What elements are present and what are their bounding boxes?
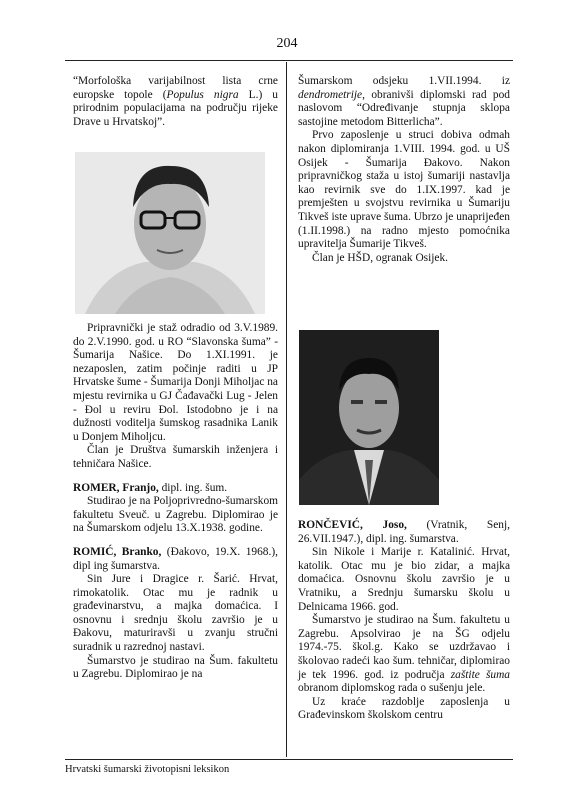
right-column-top <box>298 75 510 265</box>
roncevic-study <box>298 614 510 696</box>
romic-membership: Član je HŠD, ogranak Osijek. <box>312 251 449 264</box>
header-rule <box>65 60 513 61</box>
page-number: 204 <box>276 36 298 51</box>
career-paragraph: Pripravnički je staž odradio od 3.V.1989. do 2.V.1990. god. u RO “Slavonska šuma” - Šumarija Našice. Do 1.XI.1991. je nezaposlen, zatim počinje raditi u JP Hrvatske šume - Šumarija Donji Miholjac na mjestu revirnika u GJ Čađavački Lug - Jelen - Đol u reviru Đol. Istodobno je i na dužnosti voditelja šumskog rasadnika Lanik u Donjem Miholjcu. <box>73 322 278 443</box>
romer-entry-heading <box>73 482 278 496</box>
left-column-main <box>73 322 278 682</box>
portrait-photo-roncevic <box>299 330 439 505</box>
species-name: Populus nigra <box>166 88 239 101</box>
study-tail-text: Šumarskom odsjeku 1.VII.1994. iz <box>298 75 510 87</box>
romic-family: Sin Jure i Dragice r. Šarić. Hrvat, rimokatolik. Otac mu je radnik u građevinarstvu, a majka domaćica. I osnovnu i srednju školu završio je u Đakovu, maturiravši u zvanju stručni suradnik u razrednoj nastavi. <box>73 573 278 654</box>
romic-entry-heading <box>73 546 278 573</box>
portrait-photo-romer <box>75 152 265 314</box>
roncevic-study-text: Šumarstvo je studirao na Šum. fakultetu u Zagrebu. Apsolvirao je na ŠG odjelu 1974.-75. škol.g. Kako se uzdržavao i školovao radeći kao šum. tehničar, diplomirao je tek 1996. god. iz područja <box>298 614 510 681</box>
romic-career: Prvo zaposlenje u struci dobiva odmah nakon diplomiranja 1.VIII. 1994. god. u UŠ Osijek - Šumarija Đakovo. Nakon pripravničkog staža u istoj šumariji nastavlja kao revirnik sve do 1.IX.1997. kad je premješten u svojstvu revirnika u Šumariju Tikveš iste uprave šuma. Ubrzo je unapriјeđen (1.II.1998.) na radno mjesto pomoćnika upravitelja Šumarije Tikveš. <box>298 129 510 251</box>
right-column-main <box>298 519 510 723</box>
column-divider <box>286 62 287 757</box>
roncevic-study-emphasis: zaštite šuma <box>450 668 510 681</box>
roncevic-name: RONČEVIĆ, Joso, <box>298 519 407 531</box>
romer-text: Studirao je na Poljoprivredno-šumarskom fakultetu Sveuč. u Zagrebu. Diplomirao je na Šumarskom odjelu 13.X.1938. godine. <box>73 495 278 535</box>
roncevic-family: Sin Nikole i Marije r. Katalinić. Hrvat, katolik. Otac mu je bio zidar, a majka domaćica. Osnovnu školu završio je u Vratniku, a Srednju šumarsku školu u Delnicama 1966. god. <box>298 546 510 613</box>
romer-name: ROMER, Franjo, <box>73 481 159 494</box>
roncevic-study-text-2: obranom diplomskog rada o sušenju jele. <box>298 682 486 695</box>
romic-name: ROMIĆ, Branko, <box>73 545 162 558</box>
study-tail-text-2: , obranivši diplomski rad pod naslovom “Određivanje stupnja sklopa sastojine metodom Bitterlicha”. <box>298 88 510 128</box>
thesis-title: “Morfološka varijabilnost lista crne europske topole (Populus nigra L.) u prirodnim populacijama na području rijeke Drave u Hrvatskoj”. <box>73 75 278 128</box>
roncevic-entry-heading <box>298 519 510 546</box>
roncevic-tail: Uz kraće razdoblje zaposlenja u Građevinskom školskom centru <box>298 695 510 722</box>
study-tail-emphasis: dendrometrije <box>298 88 363 101</box>
romic-info: (Đakovo, 19.X. 1968.), dipl ing šumarstva. <box>73 545 278 572</box>
membership-paragraph: Član je Društva šumarskih inženjera i tehničara Našice. <box>73 444 278 470</box>
roncevic-info: (Vratnik, Senj, 26.VII.1947.), dipl. ing. šumarstva. <box>298 519 510 545</box>
footer-text: Hrvatski šumarski životopisni leksikon <box>65 764 230 775</box>
romic-study: Šumarstvo je studirao na Šum. fakultetu u Zagrebu. Diplomirao je na <box>73 654 278 681</box>
romer-title: dipl. ing. šum. <box>158 481 228 494</box>
footer-rule <box>65 759 513 760</box>
left-column-top <box>73 75 278 129</box>
romic-study-continued <box>298 75 510 129</box>
